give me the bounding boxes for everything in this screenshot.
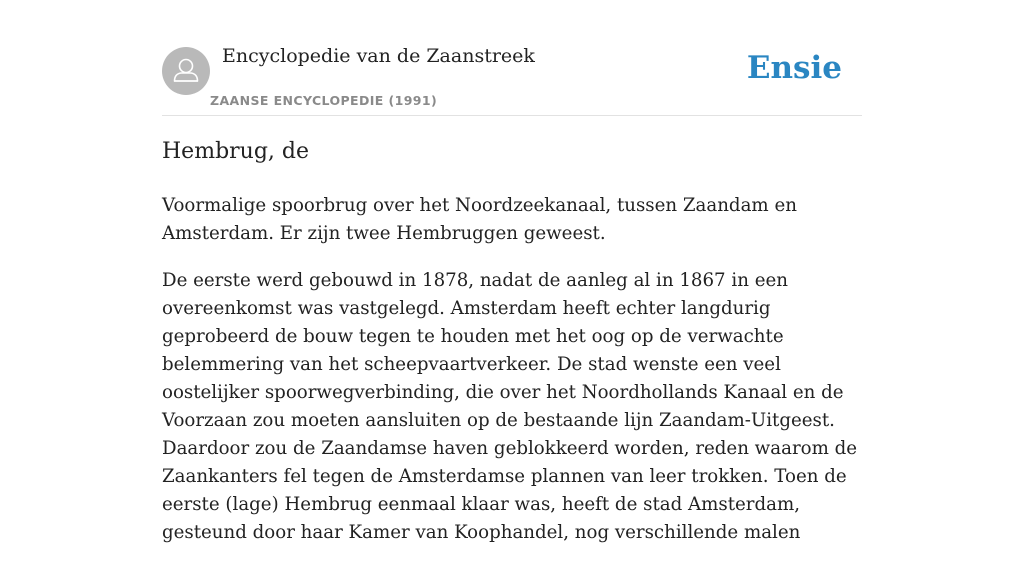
article-title: Hembrug, de	[162, 139, 310, 164]
source-header	[162, 0, 862, 116]
ensie-logo[interactable]: Ensie	[746, 50, 842, 86]
source-subtitle: ZAANSE ENCYCLOPEDIE (1991)	[210, 93, 438, 108]
source-title[interactable]: Encyclopedie van de Zaanstreek	[222, 45, 535, 67]
user-icon	[162, 47, 210, 95]
article-paragraph: Voormalige spoorbrug over het Noordzeekanaal, tussen Zaandam en Amsterdam. Er zijn twee Hembruggen geweest.	[162, 195, 797, 244]
article-paragraph: De eerste werd gebouwd in 1878, nadat de aanleg al in 1867 in een overeenkomst was vastgelegd. Amsterdam heeft echter langdurig geprobeerd de bouw tegen te houden met het oog op de verwachte belemmering van het scheepvaartverkeer. De stad wenste een veel oostelijker spoorwegverbinding, die over het Noordhollands Kanaal en de Voorzaan zou moeten aansluiten op de bestaande lijn Zaandam-Uitgeest. Daardoor zou de Zaandamse haven geblokkeerd worden, reden waarom de Zaankanters fel tegen de Amsterdamse plannen van leer trokken. Toen de eerste (lage) Hembrug eenmaal klaar was, heeft de stad Amsterdam, gesteund door haar Kamer van Koophandel, nog verschillende malen	[162, 270, 858, 543]
avatar[interactable]	[162, 47, 210, 95]
article-body	[162, 192, 862, 566]
article-container	[162, 0, 862, 543]
